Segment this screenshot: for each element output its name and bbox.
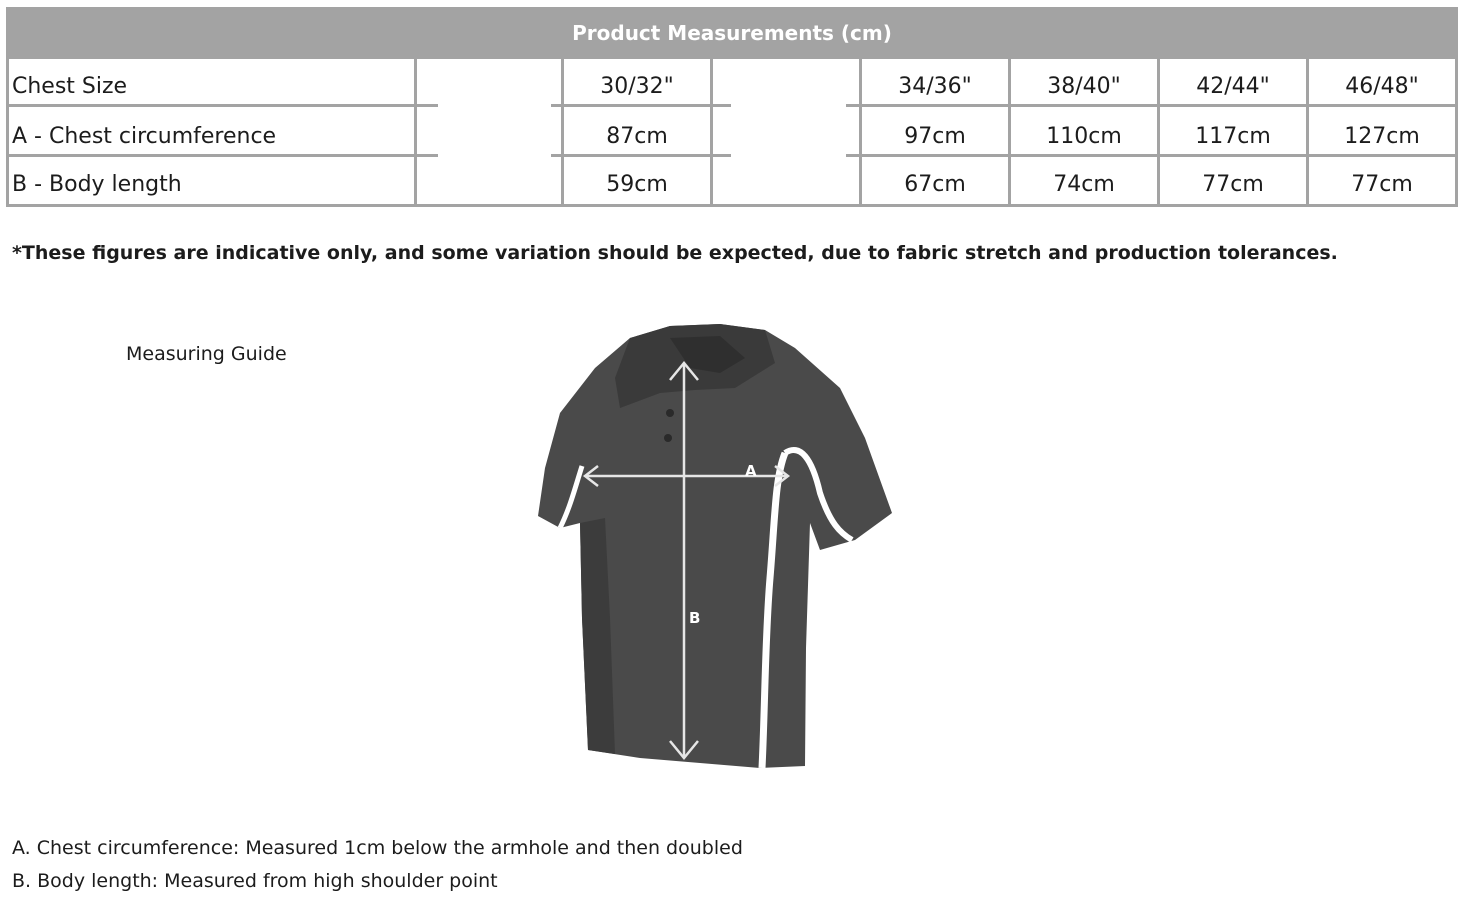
- grid-line: [551, 104, 731, 107]
- button: [666, 409, 674, 417]
- cell-body-length-2: 67cm: [904, 172, 966, 197]
- grid-line: [6, 204, 1458, 207]
- grid-line: [6, 59, 9, 207]
- cell-chest-circ-5: 127cm: [1344, 124, 1420, 149]
- cell-chest-size-5: 46/48": [1345, 74, 1419, 99]
- button: [664, 434, 672, 442]
- cell-chest-size-1: 30/32": [600, 74, 674, 99]
- cell-chest-size-2: 34/36": [898, 74, 972, 99]
- grid-line: [6, 154, 438, 157]
- grid-line: [551, 154, 731, 157]
- grid-line: [846, 154, 1458, 157]
- grid-line: [1306, 59, 1309, 207]
- measuring-guide-title: Measuring Guide: [126, 343, 287, 365]
- cell-chest-circ-1: 87cm: [606, 124, 668, 149]
- cell-chest-size-3: 38/40": [1047, 74, 1121, 99]
- measurements-table: [6, 7, 1458, 207]
- marker-b: B: [689, 609, 701, 627]
- grid-line: [1455, 59, 1458, 207]
- grid-line: [561, 59, 564, 207]
- grid-line: [1157, 59, 1160, 207]
- row-label-body-length: B - Body length: [12, 172, 182, 197]
- grid-line: [859, 59, 862, 207]
- grid-line: [414, 59, 417, 207]
- table-title: Product Measurements (cm): [6, 7, 1458, 59]
- cell-body-length-5: 77cm: [1351, 172, 1413, 197]
- grid-line: [846, 104, 1458, 107]
- cell-body-length-3: 74cm: [1053, 172, 1115, 197]
- disclaimer-text: *These figures are indicative only, and some variation should be expected, due to fabric stretch and production tolerances.: [12, 242, 1338, 264]
- note-chest-circumference: A. Chest circumference: Measured 1cm below the armhole and then doubled: [12, 837, 743, 859]
- grid-line: [1008, 59, 1011, 207]
- row-label-chest-circumference: A - Chest circumference: [12, 124, 277, 149]
- row-label-chest-size: Chest Size: [12, 74, 128, 99]
- cell-chest-circ-2: 97cm: [904, 124, 966, 149]
- cell-body-length-4: 77cm: [1202, 172, 1264, 197]
- cell-chest-size-4: 42/44": [1196, 74, 1270, 99]
- cell-body-length-1: 59cm: [606, 172, 668, 197]
- cell-chest-circ-3: 110cm: [1046, 124, 1122, 149]
- shirt-measuring-diagram: [520, 318, 910, 778]
- note-body-length: B. Body length: Measured from high shoulder point: [12, 870, 498, 892]
- grid-line: [6, 104, 438, 107]
- marker-a: A: [745, 462, 757, 480]
- grid-line: [710, 59, 713, 207]
- cell-chest-circ-4: 117cm: [1195, 124, 1271, 149]
